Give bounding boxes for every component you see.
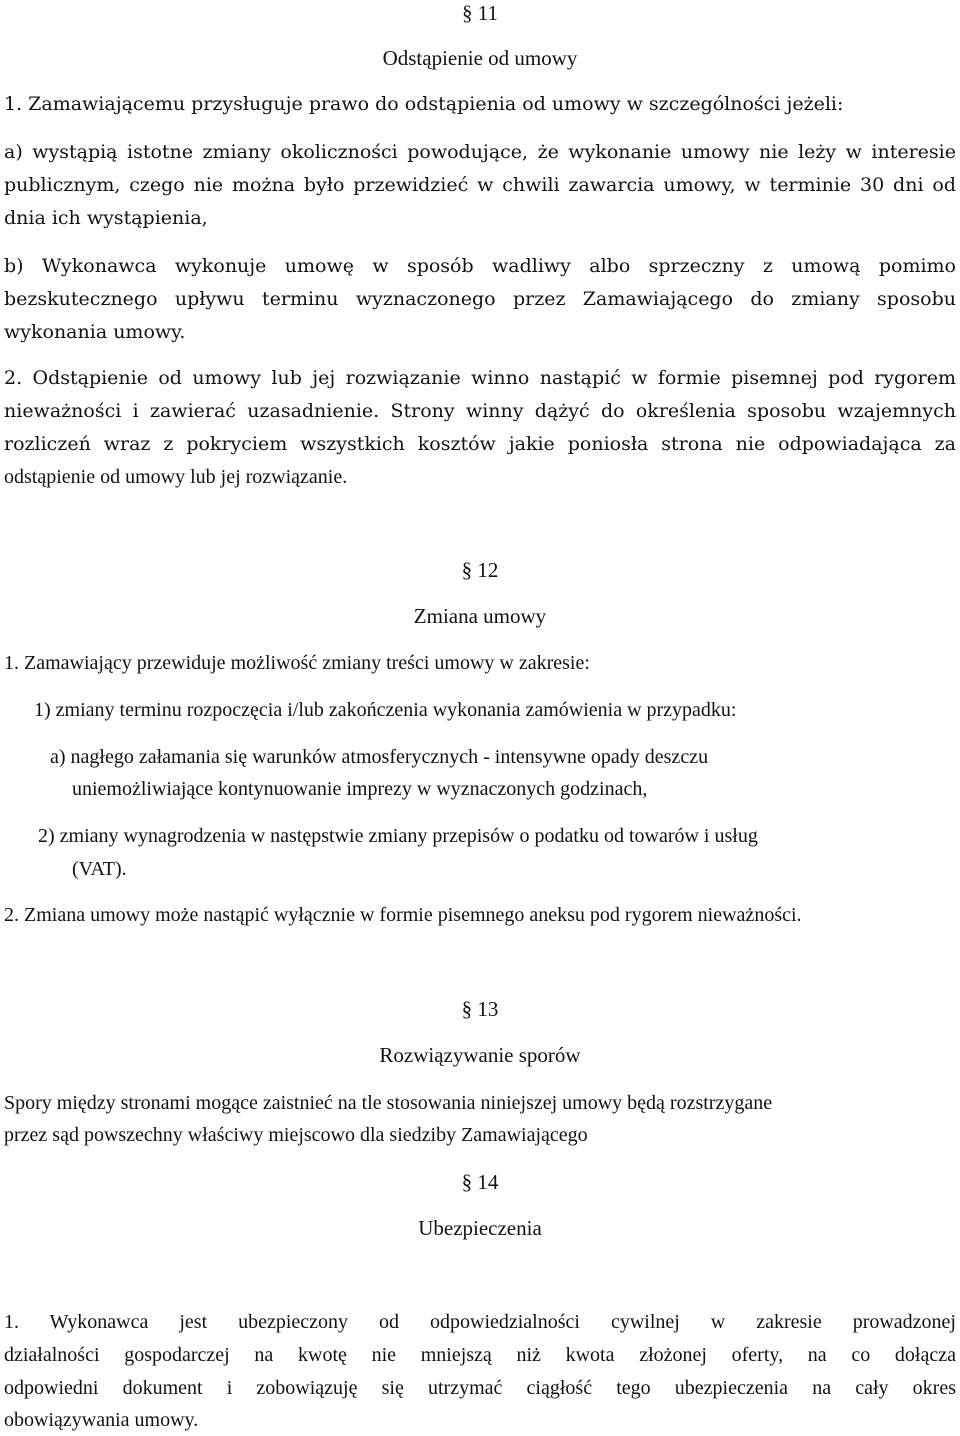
section-11-line: 1. Zamawiającemu przysługuje prawo do odstąpienia od umowy w szczególności jeżeli: (4, 93, 844, 115)
section-11-line: odstąpienie od umowy lub jej rozwiązanie. (4, 466, 348, 488)
section-11-line: nieważności i zawierać uzasadnienie. Strony winny dążyć do określenia sposobu wzajemnych (4, 400, 956, 422)
section-12-line: 1. Zamawiający przewiduje możliwość zmiany treści umowy w zakresie: (4, 652, 590, 674)
section-14-number: § 14 (461, 1170, 499, 1194)
section-12-line: (VAT). (72, 858, 127, 880)
section-11-line: b) Wykonawca wykonuje umowę w sposób wadliwy albo sprzeczny z umową pomimo (4, 255, 956, 277)
section-14-line: działalności gospodarczej na kwotę nie mniejszą niż kwota złożonej oferty, na co dołącza (4, 1344, 956, 1366)
section-12-number: § 12 (461, 558, 499, 582)
section-12-line: uniemożliwiające kontynuowanie imprezy w wyznaczonych godzinach, (72, 778, 648, 800)
section-14-line: 1. Wykonawca jest ubezpieczony od odpowiedzialności cywilnej w zakresie prowadzonej (4, 1311, 956, 1333)
section-11-line: a) wystąpią istotne zmiany okoliczności powodujące, że wykonanie umowy nie leży w interesie (4, 141, 956, 163)
section-11-line: 2. Odstąpienie od umowy lub jej rozwiązanie winno nastąpić w formie pisemnej pod rygorem (4, 367, 956, 389)
section-11-line: rozliczeń wraz z pokryciem wszystkich kosztów jakie poniosła strona nie odpowiadająca za (4, 433, 956, 455)
section-12-line: 1) zmiany terminu rozpoczęcia i/lub zakończenia wykonania zamówienia w przypadku: (34, 699, 737, 721)
section-11-line: wykonania umowy. (4, 321, 186, 343)
section-14-line: obowiązywania umowy. (4, 1409, 199, 1431)
section-13-line: Spory między stronami mogące zaistnieć na tle stosowania niniejszej umowy będą rozstrzygane (4, 1092, 773, 1114)
section-11-line: bezskutecznego upływu terminu wyznaczonego przez Zamawiającego do zmiany sposobu (4, 288, 956, 310)
section-14-title: Ubezpieczenia (418, 1216, 542, 1240)
section-11-line: publicznym, czego nie można było przewidzieć w chwili zawarcia umowy, w terminie 30 dni od (4, 174, 956, 196)
section-11-line: dnia ich wystąpienia, (4, 207, 208, 229)
section-11-title: Odstąpienie od umowy (382, 46, 578, 70)
section-12-line: 2) zmiany wynagrodzenia w następstwie zmiany przepisów o podatku od towarów i usług (38, 825, 758, 847)
section-13-title: Rozwiązywanie sporów (379, 1043, 581, 1067)
section-13-line: przez sąd powszechny właściwy miejscowo dla siedziby Zamawiającego (4, 1124, 588, 1146)
section-12-line: a) nagłego załamania się warunków atmosferycznych - intensywne opady deszczu (50, 746, 709, 768)
section-12-line: 2. Zmiana umowy może nastąpić wyłącznie w formie pisemnego aneksu pod rygorem nieważności. (4, 904, 802, 926)
section-12-title: Zmiana umowy (413, 604, 547, 628)
section-11-number: § 11 (462, 1, 498, 25)
section-14-line: odpowiedni dokument i zobowiązuję się utrzymać ciągłość tego ubezpieczenia na cały okres (4, 1377, 956, 1399)
section-13-number: § 13 (461, 997, 499, 1021)
